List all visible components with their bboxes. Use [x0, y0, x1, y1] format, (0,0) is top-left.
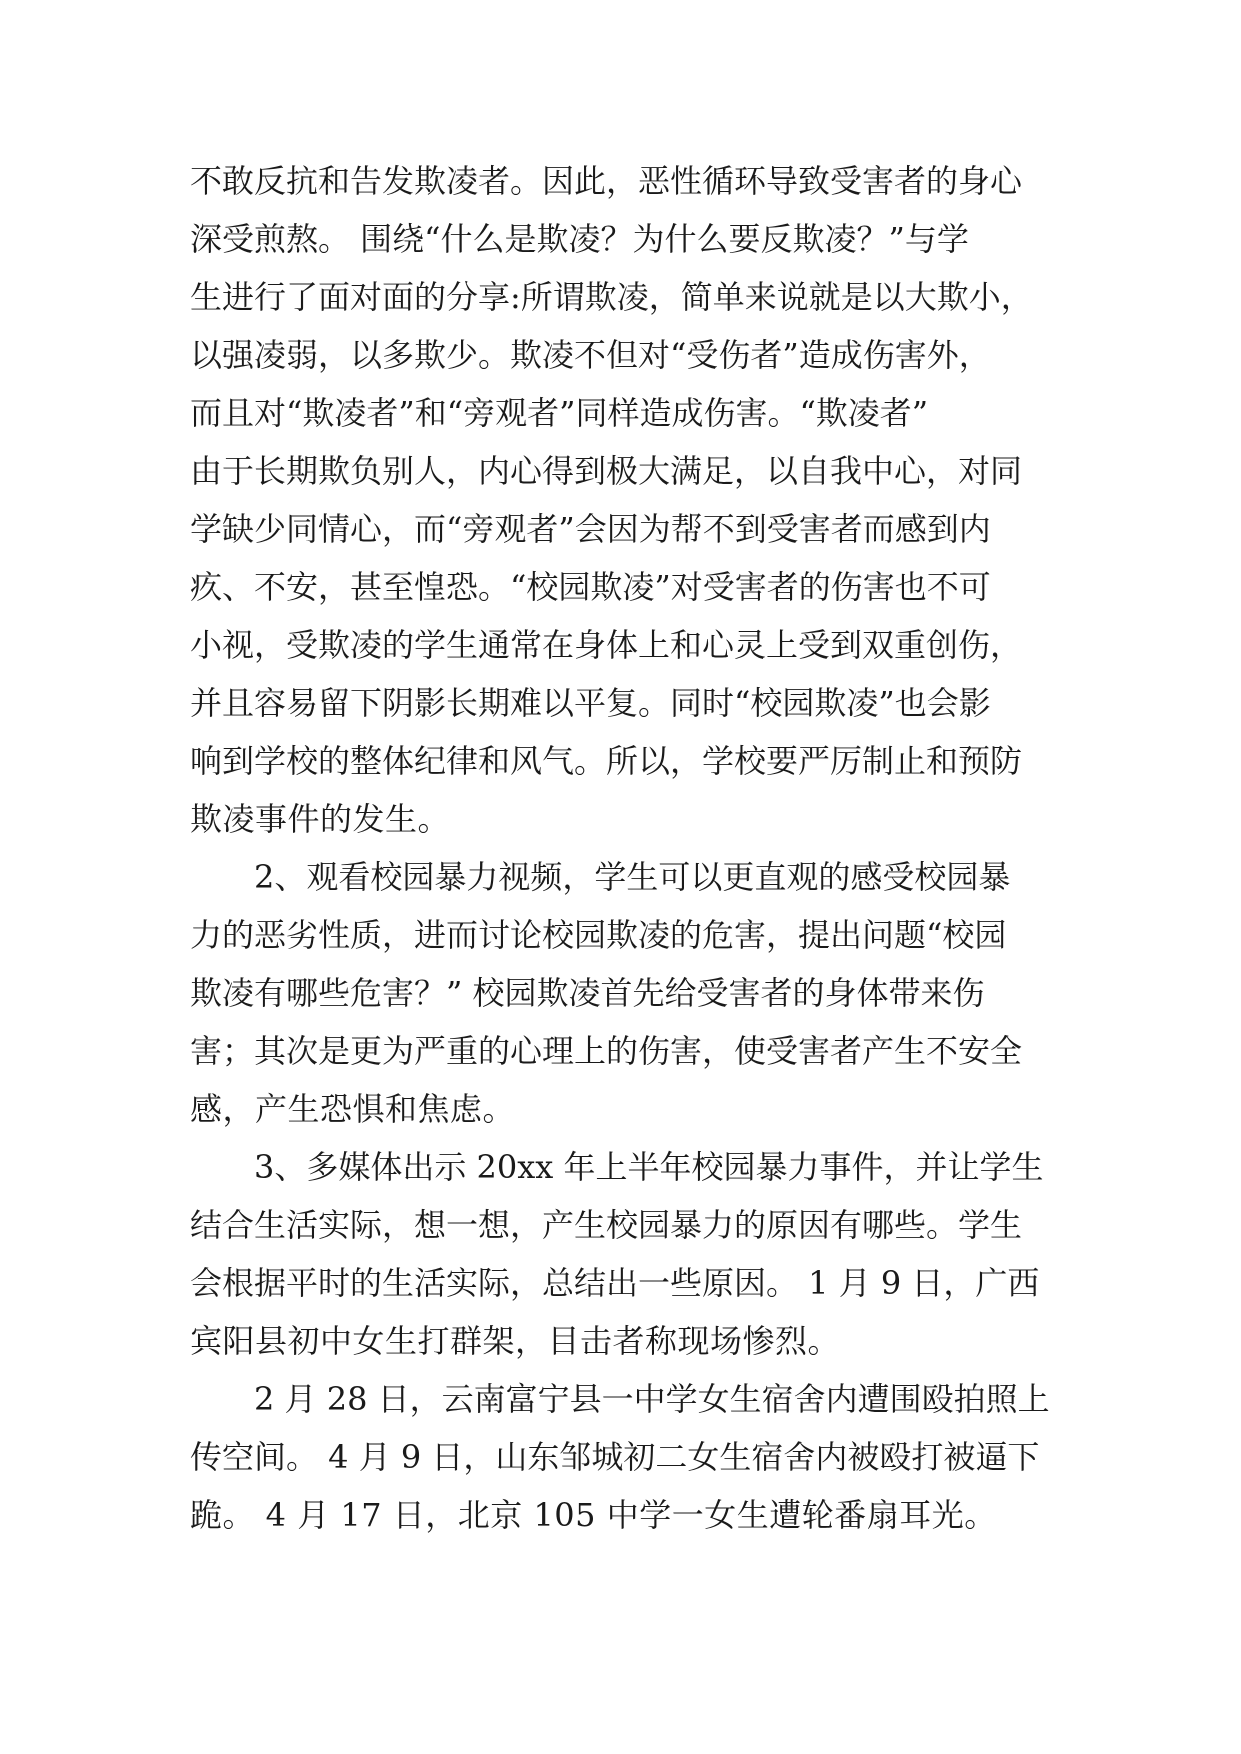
text-line: 3、多媒体出示 20xx 年上半年校园暴力事件，并让学生 — [254, 1148, 1044, 1186]
text-line: 由于长期欺负别人，内心得到极大满足，以自我中心，对同 — [190, 452, 1023, 490]
text-line: 会根据平时的生活实际，总结出一些原因。 1 月 9 日，广西 — [190, 1264, 1040, 1302]
text-line: 疚、不安，甚至惶恐。“校园欺凌”对受害者的伤害也不可 — [190, 568, 991, 606]
text-line: 欺凌有哪些危害？” 校园欺凌首先给受害者的身体带来伤 — [190, 974, 985, 1012]
text-line: 结合生活实际，想一想，产生校园暴力的原因有哪些。学生 — [190, 1206, 1023, 1244]
document-body — [190, 152, 1060, 1544]
text-line: 并且容易留下阴影长期难以平复。同时“校园欺凌”也会影 — [190, 684, 991, 722]
text-line: 生进行了面对面的分享:所谓欺凌，简单来说就是以大欺小， — [190, 278, 1033, 316]
text-line: 跪。 4 月 17 日，北京 105 中学一女生遭轮番扇耳光。 — [190, 1496, 997, 1534]
text-line: 力的恶劣性质，进而讨论校园欺凌的危害，提出问题“校园 — [190, 916, 1007, 954]
text-line: 2 月 28 日，云南富宁县一中学女生宿舍内遭围殴拍照上 — [254, 1380, 1050, 1418]
text-line: 而且对“欺凌者”和“旁观者”同样造成伤害。“欺凌者” — [190, 394, 929, 432]
text-line: 传空间。 4 月 9 日，山东邹城初二女生宿舍内被殴打被逼下 — [190, 1438, 1040, 1476]
text-line: 害；其次是更为严重的心理上的伤害，使受害者产生不安全 — [190, 1032, 1023, 1070]
text-line: 响到学校的整体纪律和风气。所以，学校要严厉制止和预防 — [190, 742, 1023, 780]
text-line: 宾阳县初中女生打群架，目击者称现场惨烈。 — [190, 1322, 841, 1360]
text-line: 2、观看校园暴力视频，学生可以更直观的感受校园暴 — [254, 858, 1011, 896]
text-line: 深受煎熬。 围绕“什么是欺凌？为什么要反欺凌？”与学 — [190, 220, 969, 258]
text-line: 小视，受欺凌的学生通常在身体上和心灵上受到双重创伤， — [190, 626, 1023, 664]
text-line: 欺凌事件的发生。 — [190, 800, 451, 838]
text-line: 不敢反抗和告发欺凌者。因此，恶性循环导致受害者的身心 — [190, 162, 1023, 200]
text-line: 感，产生恐惧和焦虑。 — [190, 1090, 516, 1128]
text-line: 学缺少同情心，而“旁观者”会因为帮不到受害者而感到内 — [190, 510, 991, 548]
text-line: 以强凌弱，以多欺少。欺凌不但对“受伤者”造成伤害外， — [190, 336, 991, 374]
